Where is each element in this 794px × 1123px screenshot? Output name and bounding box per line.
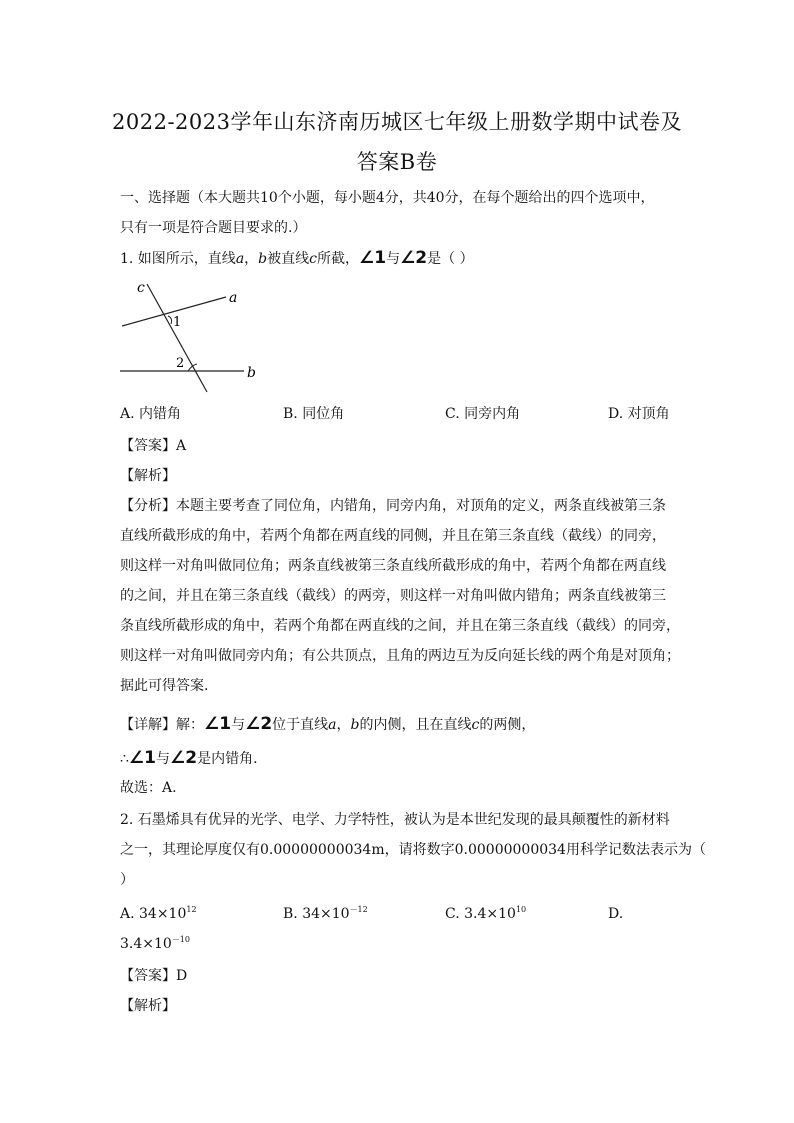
q2-stem-line2: 之一，其理论厚度仅有0.00000000034m，请将数字0.00000000034用科学记数法表示为（ <box>120 842 706 858</box>
detail-var-b: b <box>350 717 360 733</box>
q1-analysis-line: 条直线所截形成的角中，若两个角都在两直线的之间，并且在第三条直线（截线）的同旁， <box>120 618 680 634</box>
q1-analysis-line: 则这样一对角叫做同位角；两条直线被第三条直线所截形成的角中，若两个角都在两直线 <box>120 558 666 574</box>
doc-title-line1: 2022-2023学年山东济南历城区七年级上册数学期中试卷及 <box>112 110 682 134</box>
q2-option-d-base: 3.4×10 <box>120 936 172 952</box>
doc-title-line2: 答案B卷 <box>356 150 438 174</box>
detail-suffix: 的内侧，且在直线 <box>359 717 472 733</box>
q1-analysis-title: 【解析】 <box>120 468 176 484</box>
detail-comma: ， <box>336 717 351 733</box>
detail-yu: 与 <box>231 717 246 733</box>
therefore-yu: 与 <box>156 751 170 767</box>
q2-stem-line3: ） <box>120 872 134 888</box>
q2-option-c-base: C. 3.4×10 <box>445 906 516 922</box>
q2-option-a <box>120 904 197 924</box>
therefore-prefix: ∴ <box>120 751 129 767</box>
q1-therefore <box>120 748 258 769</box>
detail-prefix: 【详解】解： <box>120 717 204 733</box>
q2-option-b-exp: －12 <box>349 905 368 914</box>
q1-option-a: A. 内错角 <box>120 406 182 422</box>
therefore-angle2: ∠2 <box>170 748 198 768</box>
q1-yu: 与 <box>386 251 401 267</box>
q1-answer: 【答案】A <box>120 438 187 454</box>
detail-end: 的两侧， <box>479 717 536 733</box>
label-a: a <box>229 290 238 306</box>
q2-option-a-base: A. 34×10 <box>120 906 187 922</box>
q1-analysis-line: 【分析】本题主要考查了同位角，内错角，同旁内角，对顶角的定义，两条直线被第三条 <box>120 498 666 514</box>
q1-option-d: D. 对顶角 <box>608 406 670 422</box>
detail-var-c: c <box>471 717 480 733</box>
detail-angle1: ∠1 <box>204 714 232 734</box>
q2-option-d-exp: －10 <box>171 935 190 944</box>
q1-detail <box>120 714 535 735</box>
q1-stem-prefix: 1. 如图所示，直线 <box>120 251 236 267</box>
q1-var-b: b <box>258 251 268 267</box>
q1-angle2: ∠2 <box>400 248 428 268</box>
detail-var-a: a <box>328 717 337 733</box>
q2-option-d <box>120 934 190 954</box>
q2-option-b <box>283 904 368 924</box>
section-heading-line2: 只有一项是符合题目要求的.） <box>120 220 307 236</box>
therefore-suffix: 是内错角. <box>197 751 258 767</box>
q1-analysis-line: 的之间，并且在第三条直线（截线）的两旁，则这样一对角叫做内错角；两条直线被第三 <box>120 588 666 604</box>
q1-analysis-line: 则这样一对角叫做同旁内角；有公共顶点，且角的两边互为反向延长线的两个角是对顶角； <box>120 648 680 664</box>
q2-analysis-title: 【解析】 <box>120 998 176 1014</box>
q2-answer: 【答案】D <box>120 968 188 984</box>
line-c <box>147 284 207 392</box>
q1-angle1: ∠1 <box>358 248 387 268</box>
q1-analysis-line: 直线所截形成的角中，若两个角都在两直线的同侧，并且在第三条直线（截线）的同旁， <box>120 528 666 544</box>
q1-option-c: C. 同旁内角 <box>445 406 521 422</box>
therefore-angle1: ∠1 <box>128 748 156 768</box>
q2-option-d-label: D. <box>608 906 624 922</box>
q1-figure <box>118 280 268 400</box>
q1-stem-suffix: 是（ ） <box>427 251 474 267</box>
q2-stem-line1: 2. 石墨烯具有优异的光学、电学、力学特性，被认为是本世纪发现的最具颠覆性的新材料 <box>120 812 670 828</box>
q1-mid: 被直线 <box>267 251 310 267</box>
q2-option-c-exp: 10 <box>515 905 527 914</box>
q1-choose: 故选：A. <box>120 780 177 796</box>
q1-cut: 所截， <box>316 251 359 267</box>
q1-var-c: c <box>309 251 317 267</box>
detail-mid: 位于直线 <box>272 717 329 733</box>
label-2: 2 <box>176 356 185 371</box>
label-b: b <box>247 365 256 381</box>
q1-comma: ， <box>244 251 259 267</box>
q1-stem <box>120 248 474 269</box>
q2-option-a-exp: 12 <box>186 905 197 914</box>
q1-analysis-line: 据此可得答案. <box>120 678 209 694</box>
q1-option-b: B. 同位角 <box>283 406 345 422</box>
label-c: c <box>137 280 145 296</box>
q2-option-c <box>445 904 526 924</box>
q1-var-a: a <box>235 251 245 267</box>
label-1: 1 <box>173 315 182 330</box>
section-heading-line1: 一、选择题（本大题共10个小题，每小题4分，共40分，在每个题给出的四个选项中， <box>120 190 655 206</box>
detail-angle2: ∠2 <box>245 714 273 734</box>
q2-option-b-base: B. 34×10 <box>283 906 350 922</box>
